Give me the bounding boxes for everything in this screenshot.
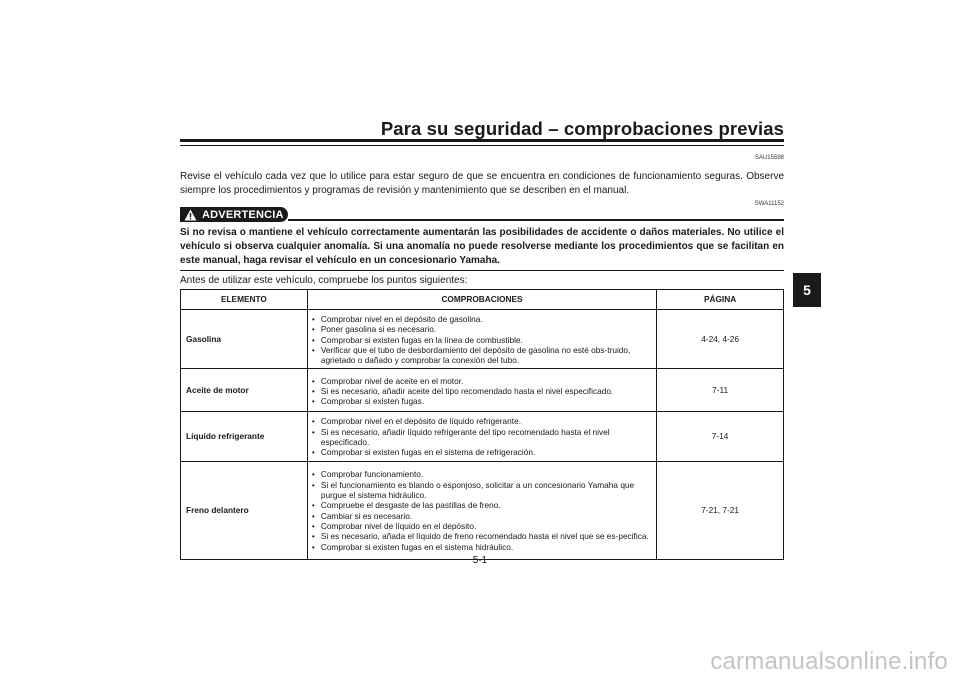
check-list <box>312 469 652 551</box>
table-body <box>181 310 784 560</box>
header-elemento: ELEMENTO <box>181 290 308 310</box>
list-item: • Compruebe el desgaste de las pastillas de freno. <box>312 500 652 510</box>
warning-badge <box>180 207 288 222</box>
warning-rule <box>288 219 784 221</box>
table-cell-pages: 7-14 <box>657 412 784 461</box>
warning-text: Si no revisa o mantiene el vehículo correctamente aumentarán las posibilidades de accidente o daños materiales. No utilice el vehículo si observa cualquier anomalía. Si una anomalía no puede resolverse mediante los procedimientos que se facilitan en este manual, haga revisar el vehículo en un concesionario Yamaha. <box>180 227 784 266</box>
list-item: • Comprobar nivel en el depósito de líquido refrigerante. <box>312 416 652 426</box>
table-row <box>181 412 784 461</box>
list-item: • Comprobar si existen fugas en la línea de combustible. <box>312 335 652 345</box>
list-item: • Comprobar si existen fugas. <box>312 396 652 406</box>
list-item: • Comprobar nivel en el depósito de gasolina. <box>312 314 652 324</box>
warning-end-rule <box>180 270 784 271</box>
table-cell-item: Gasolina <box>181 310 308 369</box>
check-list <box>312 376 652 407</box>
list-item: • Comprobar nivel de líquido en el depósito. <box>312 521 652 531</box>
page-number: 5-1 <box>472 555 488 566</box>
checklist-intro: Antes de utilizar este vehículo, compruebe los puntos siguientes: <box>180 275 468 286</box>
table-cell-checks <box>307 412 656 461</box>
warning-code: SWA11152 <box>754 201 784 207</box>
table-row <box>181 461 784 559</box>
chapter-tab: 5 <box>793 273 821 307</box>
list-item: • Comprobar si existen fugas en el sistema hidráulico. <box>312 542 652 552</box>
check-list <box>312 314 652 365</box>
page-title: Para su seguridad – comprobaciones previas <box>380 118 784 139</box>
section-code: SAU15598 <box>754 155 784 161</box>
list-item: • Comprobar funcionamiento. <box>312 469 652 479</box>
header-pagina: PÁGINA <box>657 290 784 310</box>
list-item: • Si el funcionamiento es blando o esponjoso, solicitar a un concesionario Yamaha que purgue el sistema hidráulico. <box>312 480 652 501</box>
warning-triangle-icon <box>184 209 197 221</box>
table-row <box>181 369 784 412</box>
table-cell-item: Aceite de motor <box>181 369 308 412</box>
list-item: • Si es necesario, añadir líquido refrigerante del tipo recomendado hasta el nivel especificado. <box>312 427 652 448</box>
precheck-table <box>180 289 784 560</box>
intro-paragraph: Revise el vehículo cada vez que lo utilice para estar seguro de que se encuentra en condiciones de funcionamiento seguras. Observe siempre los procedimientos y programas de revisión y mantenimiento que se describen en el manual. <box>180 171 784 196</box>
table-cell-item: Líquido refrigerante <box>181 412 308 461</box>
table-cell-pages: 7-21, 7-21 <box>657 461 784 559</box>
table-cell-item: Freno delantero <box>181 461 308 559</box>
table-cell-pages: 7-11 <box>657 369 784 412</box>
table-cell-checks <box>307 461 656 559</box>
title-rule <box>180 139 784 142</box>
list-item: • Comprobar si existen fugas en el sistema de refrigeración. <box>312 447 652 457</box>
check-list <box>312 416 652 457</box>
table-header-row <box>181 290 784 310</box>
list-item: • Cambiar si es necesario. <box>312 511 652 521</box>
warning-label: ADVERTENCIA <box>202 208 284 221</box>
table-cell-checks <box>307 310 656 369</box>
watermark: carmanualsonline.info <box>710 648 948 675</box>
header-comprobaciones: COMPROBACIONES <box>307 290 656 310</box>
table-row <box>181 310 784 369</box>
title-rule-thin <box>180 145 784 146</box>
list-item: • Si es necesario, añada el líquido de freno recomendado hasta el nivel que se es-pecifica. <box>312 531 652 541</box>
list-item: • Si es necesario, añadir aceite del tipo recomendado hasta el nivel especificado. <box>312 386 652 396</box>
list-item: • Comprobar nivel de aceite en el motor. <box>312 376 652 386</box>
list-item: • Poner gasolina si es necesario. <box>312 324 652 334</box>
list-item: • Verificar que el tubo de desbordamiento del depósito de gasolina no esté obs-truido, agrietado o dañado y comprobar la conexión del tubo. <box>312 345 652 366</box>
table-cell-checks <box>307 369 656 412</box>
table-cell-pages: 4-24, 4-26 <box>657 310 784 369</box>
